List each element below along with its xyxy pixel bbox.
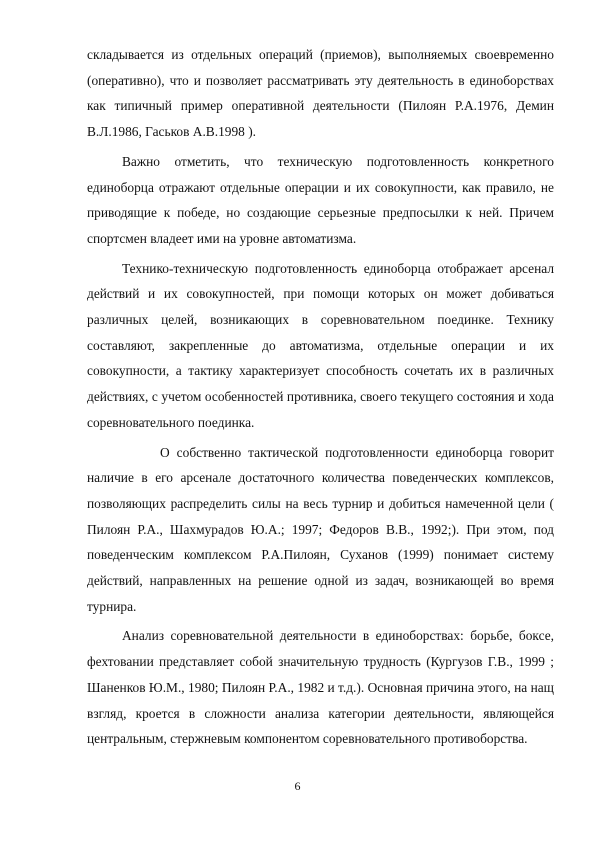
page-number: 6 [294, 779, 301, 793]
paragraph-5: Анализ соревновательной деятельности в единоборствах: борьбе, боксе, фехтовании представляет собой значительную трудность (Кургузов Г.В., 1999 ; Шаненков Ю.М., 1980; Пилоян Р.А., 1982 и т.д.). Основная причина этого, на нащ взгляд, кроется в сложности анализа категории деятельности, являющейся центральным, стержневым компонентом соревновательного противоборства. [87, 628, 554, 747]
body-text [87, 42, 554, 752]
paragraph-2: Важно отметить, что техническую подготовленность конкретного единоборца отражают отдельные операции и их совокупности, как правило, не приводящие к победе, но создающие серьезные предпосылки к ней. Причем спортсмен владеет ими на уровне автоматизма. [87, 153, 554, 246]
paragraph-3: Технико-техническую подготовленность единоборца отображает арсенал действий и их совокупностей, при помощи которых он может добиваться различных целей, возникающих в соревновательном поединке. Технику составляют, закрепленные до автоматизма, отдельные операции и их совокупности, а тактику характеризует способность сочетать их в различных действиях, с учетом особенностей противника, своего текущего состояния и хода соревновательного поединка. [87, 260, 554, 430]
paragraph-4: О собственно тактической подготовленности единоборца говорит наличие в его арсенале достаточного количества поведенческих комплексов, позволяющих распределить силы на весь турнир и добиться намеченной цели ( Пилоян Р.А., Шахмурадов Ю.А.; 1997; Федоров В.В., 1992;). При этом, под поведенческим комплексом Р.А.Пилоян, Суханов (1999) понимает систему действий, направленных на решение одной из задач, возникающей во время турнира. [87, 444, 554, 614]
paragraph-1: складывается из отдельных операций (приемов), выполняемых своевременно (оперативно), что и позволяет рассматривать эту деятельность в единоборствах как типичный пример оперативной деятельности (Пилоян Р.А.1976, Демин В.Л.1986, Гаськов А.В.1998 ). [87, 47, 554, 140]
